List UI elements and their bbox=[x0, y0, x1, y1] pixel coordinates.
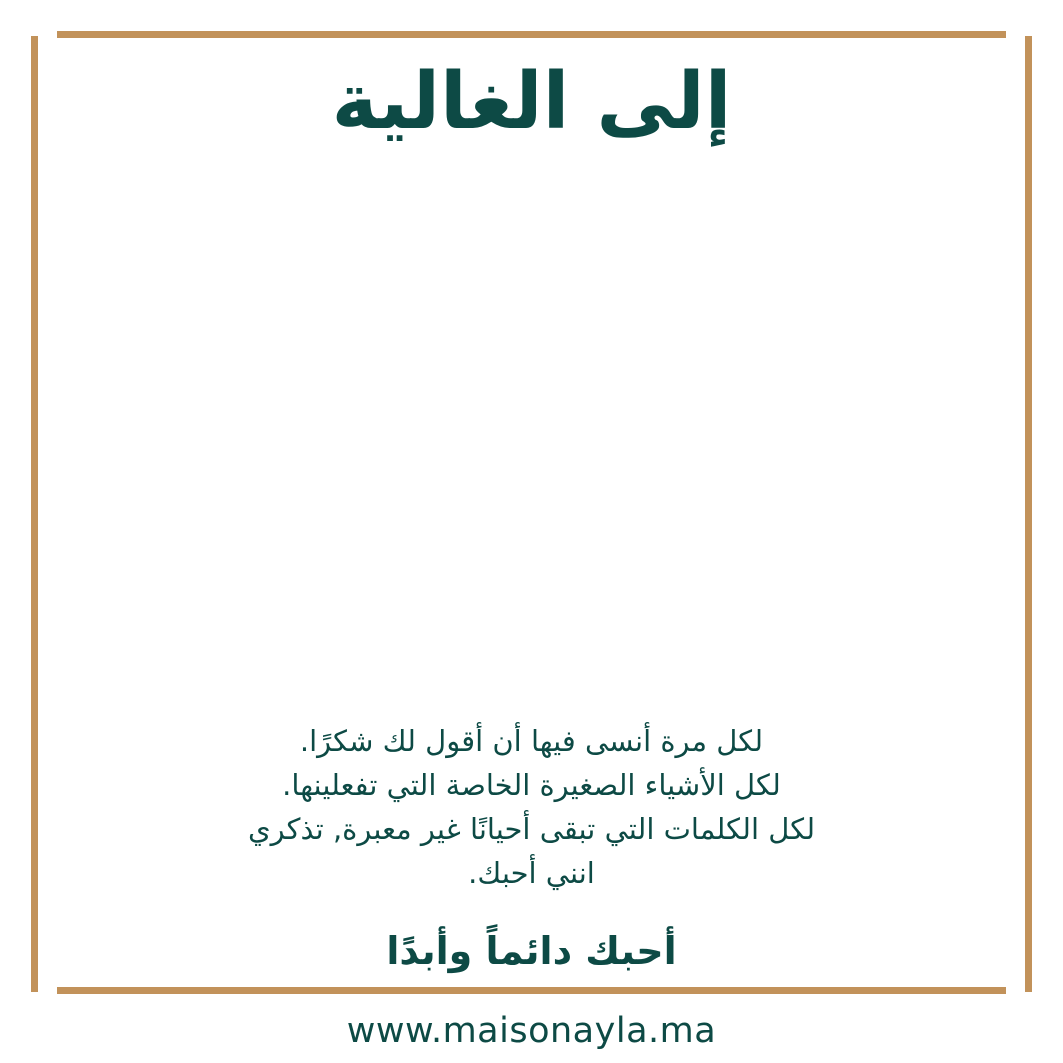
right-border-rule bbox=[1025, 36, 1032, 992]
website-url[interactable]: www.maisonayla.ma bbox=[346, 1011, 717, 1051]
card-message bbox=[57, 719, 1006, 895]
message-line: لكل مرة أنسى فيها أن أقول لك شكرًا. bbox=[299, 723, 764, 758]
message-line: لكل الأشياء الصغيرة الخاصة التي تفعلينها. bbox=[282, 767, 781, 802]
message-line: لكل الكلمات التي تبقى أحيانًا غير معبرة, تذكري bbox=[247, 811, 816, 846]
card-title: إلى الغالية bbox=[331, 57, 732, 147]
card-footer bbox=[0, 1011, 1063, 1051]
message-line: انني أحبك. bbox=[468, 855, 595, 890]
left-border-rule bbox=[31, 36, 38, 992]
bottom-border-rule bbox=[57, 987, 1006, 994]
card-closing-line: أحبك دائماً وأبدًا bbox=[386, 929, 677, 973]
card-content bbox=[57, 38, 1006, 987]
top-border-rule bbox=[57, 31, 1006, 38]
